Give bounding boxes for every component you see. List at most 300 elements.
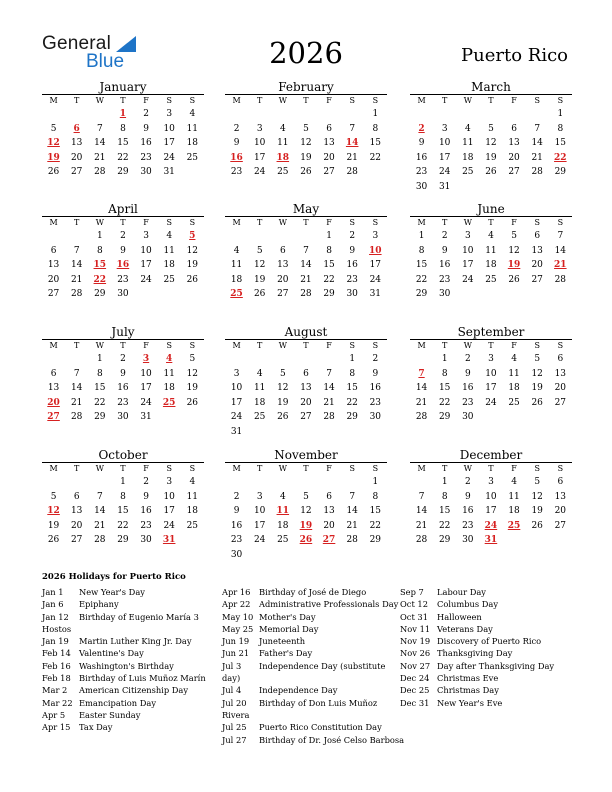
day: 12 (253, 260, 266, 270)
weekday-label: M (417, 218, 426, 227)
holiday-day: 14 (345, 138, 359, 148)
weekday-label: W (463, 218, 472, 227)
day: 8 (441, 368, 448, 379)
day: 30 (140, 167, 152, 177)
day: 7 (73, 368, 80, 379)
weekday-label: F (326, 464, 332, 473)
weekday-label: S (166, 218, 172, 227)
day: 15 (346, 383, 358, 393)
day: 12 (485, 138, 497, 148)
day: 19 (186, 383, 199, 393)
day: 27 (70, 535, 83, 545)
weekday-label: W (463, 96, 472, 105)
day: 5 (534, 477, 541, 487)
day: 27 (508, 167, 520, 177)
holiday-row (42, 635, 206, 647)
holiday-name: Tax Day (79, 722, 113, 733)
day: 24 (438, 167, 451, 177)
day: 7 (418, 491, 425, 502)
month-name: December (459, 448, 523, 462)
holiday-row (400, 611, 554, 623)
month-name: August (284, 325, 328, 339)
weekday-label: S (166, 464, 172, 473)
day: 6 (557, 477, 564, 487)
day: 15 (94, 383, 106, 393)
week-row (42, 244, 204, 259)
day: 10 (438, 138, 451, 148)
empty-day (65, 475, 88, 490)
holiday-date: Nov 27 (400, 660, 431, 671)
day: 22 (415, 274, 428, 285)
week-row (225, 273, 387, 288)
day: 1 (372, 477, 379, 487)
day: 24 (253, 535, 266, 545)
day: 7 (534, 123, 541, 134)
weekday-label: S (534, 218, 540, 227)
week-row (410, 475, 572, 490)
day: 28 (415, 535, 428, 545)
month-name: November (274, 448, 338, 462)
week-row (42, 396, 204, 411)
month-december (410, 448, 572, 548)
day: 22 (438, 397, 451, 408)
day: 6 (534, 231, 541, 241)
day: 25 (186, 520, 199, 531)
day: 22 (323, 274, 335, 285)
day: 11 (163, 368, 175, 379)
logo-triangle-icon (116, 36, 136, 52)
week-row (42, 475, 204, 490)
day: 21 (94, 152, 106, 163)
weekday-label: M (232, 218, 241, 227)
day: 29 (117, 535, 129, 545)
day: 2 (233, 123, 240, 134)
empty-day (271, 107, 294, 122)
day: 13 (323, 138, 335, 148)
week-row (410, 244, 572, 259)
holiday-date: Feb 18 (42, 673, 71, 684)
holiday-date: Jan 12 (42, 611, 69, 622)
day: 28 (554, 274, 567, 285)
week-row (225, 122, 387, 137)
day: 17 (253, 520, 266, 531)
holiday-name: Veterans Day (437, 623, 493, 634)
holiday-day: 2 (418, 123, 425, 134)
day: 6 (326, 491, 332, 502)
day: 21 (70, 274, 83, 285)
day: 1 (349, 354, 356, 364)
holiday-row (400, 697, 554, 709)
day: 10 (462, 245, 474, 256)
day: 16 (438, 260, 451, 270)
day: 18 (485, 260, 497, 270)
day: 15 (554, 138, 567, 148)
holiday-row (400, 598, 554, 610)
day: 17 (163, 138, 175, 148)
holiday-name: Discovery of Puerto Rico (437, 636, 542, 647)
weekday-label: T (442, 464, 448, 473)
day: 24 (163, 152, 175, 163)
weekday-label: T (303, 218, 309, 227)
empty-day (225, 352, 248, 367)
day: 28 (323, 412, 335, 422)
holiday-name: Martin Luther King Jr. Day (79, 636, 192, 647)
holiday-date: Jul 20 (222, 697, 247, 708)
day: 8 (96, 245, 103, 256)
day: 14 (415, 506, 428, 516)
day: 26 (47, 535, 60, 545)
month-name: October (98, 448, 148, 462)
day: 12 (186, 245, 199, 256)
empty-day (42, 475, 65, 490)
day: 3 (166, 109, 173, 119)
day: 2 (372, 354, 379, 364)
day: 21 (531, 152, 543, 163)
empty-day (456, 107, 479, 122)
day: 14 (323, 383, 335, 393)
day: 10 (230, 383, 243, 393)
month-june (410, 202, 572, 302)
day: 20 (554, 506, 567, 516)
day: 9 (349, 245, 356, 256)
day: 5 (279, 368, 286, 379)
day: 24 (230, 412, 243, 422)
holiday-day: 26 (299, 535, 313, 545)
day: 16 (462, 383, 474, 393)
week-row (42, 273, 204, 288)
day: 9 (464, 368, 471, 379)
day: 21 (346, 152, 358, 163)
month-name: April (108, 202, 138, 216)
day: 2 (143, 477, 149, 487)
day: 16 (230, 520, 243, 531)
week-row (225, 244, 387, 259)
holiday-date: Jul 27 (222, 734, 247, 745)
holiday-name: New Year's Eve (437, 697, 503, 708)
holiday-date: Oct 12 (400, 599, 428, 610)
holiday-name: Halloween (437, 611, 482, 622)
day: 7 (96, 123, 103, 134)
holiday-name: Independence Day (substitute (259, 660, 386, 671)
day: 26 (300, 167, 312, 177)
holiday-date: Jan 6 (42, 599, 64, 610)
day: 19 (531, 383, 543, 393)
day: 18 (163, 260, 175, 270)
day: 13 (277, 260, 289, 270)
week-row (225, 165, 387, 180)
week-row (410, 229, 572, 244)
holiday-date: Nov 11 (400, 623, 431, 634)
weekday-label: T (303, 96, 309, 105)
day: 21 (70, 397, 83, 408)
day: 30 (117, 412, 129, 422)
holiday-day: 27 (47, 412, 60, 422)
day: 9 (464, 491, 471, 502)
day: 20 (70, 520, 83, 531)
day: 1 (372, 109, 379, 119)
day: 27 (323, 167, 335, 177)
weekday-label: W (95, 341, 104, 350)
day: 26 (485, 167, 497, 177)
holiday-day: 12 (47, 506, 60, 516)
day: 30 (140, 535, 152, 545)
day: 11 (508, 368, 520, 379)
week-row (225, 533, 387, 548)
week-row (42, 229, 204, 244)
day: 23 (230, 167, 243, 177)
weekday-label: S (557, 341, 564, 350)
month-september (410, 325, 572, 425)
day: 22 (117, 520, 129, 531)
holiday-row (222, 734, 404, 746)
day: 30 (415, 181, 428, 192)
empty-day (318, 352, 341, 367)
holiday-day: 21 (554, 260, 567, 270)
week-row (225, 136, 387, 151)
day: 3 (464, 231, 471, 241)
empty-day (225, 475, 248, 490)
day: 16 (117, 383, 129, 393)
week-row (42, 410, 204, 425)
weekday-label: S (534, 341, 540, 350)
day: 27 (554, 397, 567, 408)
day: 12 (300, 138, 312, 148)
day: 15 (438, 383, 451, 393)
month-april (42, 202, 204, 302)
day: 6 (50, 245, 57, 256)
weekday-label: T (257, 341, 263, 350)
holiday-date: Rivera (222, 709, 250, 720)
holiday-row (222, 684, 404, 696)
holiday-day: 22 (554, 152, 567, 163)
holiday-date: Jul 25 (222, 722, 247, 733)
weekday-label: M (49, 218, 58, 227)
week-row (410, 122, 572, 137)
day: 9 (143, 491, 149, 502)
day: 13 (323, 506, 335, 516)
day: 1 (326, 231, 332, 241)
weekday-label: W (278, 341, 287, 350)
holiday-name: Labour Day (437, 587, 486, 597)
weekday-header (410, 94, 572, 107)
day: 28 (531, 167, 543, 177)
weekday-label: M (417, 96, 426, 105)
holiday-row (400, 623, 554, 635)
holiday-list-title: 2026 Holidays for Puerto Rico (42, 572, 186, 582)
month-name: September (457, 325, 525, 339)
day: 17 (140, 260, 152, 270)
day: 25 (277, 167, 289, 177)
empty-day (88, 107, 111, 122)
day: 16 (462, 506, 474, 516)
day: 26 (253, 289, 266, 299)
weekday-label: T (257, 96, 263, 105)
holiday-date: Nov 26 (400, 648, 431, 659)
day: 2 (464, 354, 471, 364)
weekday-label: T (74, 464, 80, 473)
day: 13 (554, 368, 567, 379)
day: 4 (279, 123, 286, 134)
day: 19 (485, 152, 497, 163)
day: 28 (346, 167, 358, 177)
day: 22 (438, 520, 451, 531)
holiday-name: Puerto Rico Constitution Day (259, 722, 382, 733)
weekday-label: S (372, 464, 379, 473)
day: 30 (230, 549, 243, 560)
empty-day (479, 107, 502, 122)
day: 11 (253, 383, 266, 393)
day: 21 (415, 520, 428, 531)
week-row (42, 381, 204, 396)
day: 25 (462, 167, 474, 177)
holiday-day: 19 (507, 260, 521, 270)
day: 23 (438, 274, 451, 285)
day: 5 (488, 123, 494, 134)
day: 28 (94, 535, 106, 545)
empty-day (410, 107, 433, 122)
day: 27 (277, 289, 289, 299)
empty-day (318, 475, 341, 490)
day: 28 (94, 167, 106, 177)
day: 10 (485, 491, 497, 502)
day: 14 (415, 383, 428, 393)
week-row (225, 367, 387, 382)
week-row (225, 352, 387, 367)
empty-day (248, 352, 271, 367)
day: 10 (253, 506, 266, 516)
holiday-day: 22 (93, 274, 107, 285)
day: 31 (369, 289, 382, 299)
week-row (42, 165, 204, 180)
day: 8 (557, 123, 564, 134)
day: 27 (300, 412, 312, 422)
week-row (410, 136, 572, 151)
month-march (410, 80, 572, 194)
holiday-row (42, 721, 206, 733)
holiday-name: Christmas Day (437, 685, 499, 696)
weekday-label: T (488, 96, 494, 105)
week-row (225, 519, 387, 534)
month-name: June (477, 202, 505, 216)
weekday-label: W (463, 341, 472, 350)
holiday-name: Washington's Birthday (79, 660, 174, 671)
day: 20 (554, 383, 567, 393)
day: 28 (415, 412, 428, 422)
day: 10 (140, 368, 152, 379)
day: 8 (349, 368, 356, 379)
weekday-header (225, 94, 387, 107)
week-row (42, 136, 204, 151)
week-row (225, 548, 387, 563)
day: 29 (323, 289, 335, 299)
month-january (42, 80, 204, 180)
empty-day (248, 229, 271, 244)
day: 24 (369, 274, 382, 285)
day: 8 (418, 245, 425, 256)
logo-text-blue: Blue (86, 51, 125, 72)
month-name: March (471, 80, 511, 94)
country-name: Puerto Rico (461, 45, 568, 66)
day: 15 (369, 506, 382, 516)
holiday-name: Juneteenth (259, 636, 306, 647)
day: 3 (372, 231, 379, 241)
week-row (410, 410, 572, 425)
holiday-date: Oct 31 (400, 611, 428, 622)
day: 22 (117, 152, 129, 163)
day: 7 (349, 491, 356, 502)
week-row (42, 490, 204, 505)
day: 23 (117, 274, 129, 285)
weekday-label: S (372, 218, 379, 227)
day: 13 (47, 260, 60, 270)
holiday-name: Father's Day (259, 648, 313, 659)
day: 13 (300, 383, 312, 393)
month-november (225, 448, 387, 562)
day: 15 (415, 260, 428, 270)
holiday-day: 27 (322, 535, 336, 545)
day: 1 (120, 477, 126, 487)
weekday-header (42, 339, 204, 352)
holiday-date: Jun 19 (222, 636, 250, 647)
day: 26 (47, 167, 60, 177)
day: 25 (508, 397, 520, 408)
day: 7 (557, 231, 564, 241)
weekday-header (225, 339, 387, 352)
holiday-date: Apr 16 (222, 587, 251, 597)
weekday-label: S (349, 96, 355, 105)
holiday-date: Jan 1 (42, 587, 64, 597)
day: 18 (186, 506, 199, 516)
empty-day (271, 352, 294, 367)
day: 10 (485, 368, 497, 379)
holiday-name: Epiphany (79, 599, 119, 610)
day: 12 (300, 506, 312, 516)
day: 18 (186, 138, 199, 148)
day: 14 (346, 506, 358, 516)
month-october (42, 448, 204, 548)
day: 2 (464, 477, 471, 487)
holiday-name: Memorial Day (259, 623, 319, 634)
day: 11 (230, 260, 243, 270)
holiday-date: Jul 4 (222, 685, 242, 696)
holiday-row (222, 635, 404, 647)
day: 27 (70, 167, 83, 177)
day: 4 (189, 477, 196, 487)
day: 19 (300, 152, 312, 163)
day: 16 (346, 260, 358, 270)
day: 5 (256, 245, 263, 256)
weekday-label: S (557, 464, 564, 473)
weekday-label: M (232, 96, 241, 105)
day: 8 (120, 123, 126, 134)
day: 29 (94, 289, 106, 299)
day: 18 (462, 152, 474, 163)
week-row (42, 504, 204, 519)
holiday-day: 18 (276, 152, 290, 163)
day: 7 (303, 245, 309, 256)
holiday-row (42, 598, 206, 610)
generalblue-logo (42, 33, 152, 73)
holiday-row (222, 697, 404, 709)
calendar-year: 2026 (269, 36, 343, 70)
day: 23 (369, 397, 382, 408)
week-row (225, 258, 387, 273)
week-row (225, 490, 387, 505)
day: 18 (277, 520, 289, 531)
day: 9 (372, 368, 379, 379)
day: 17 (485, 383, 497, 393)
day: 8 (120, 491, 126, 502)
